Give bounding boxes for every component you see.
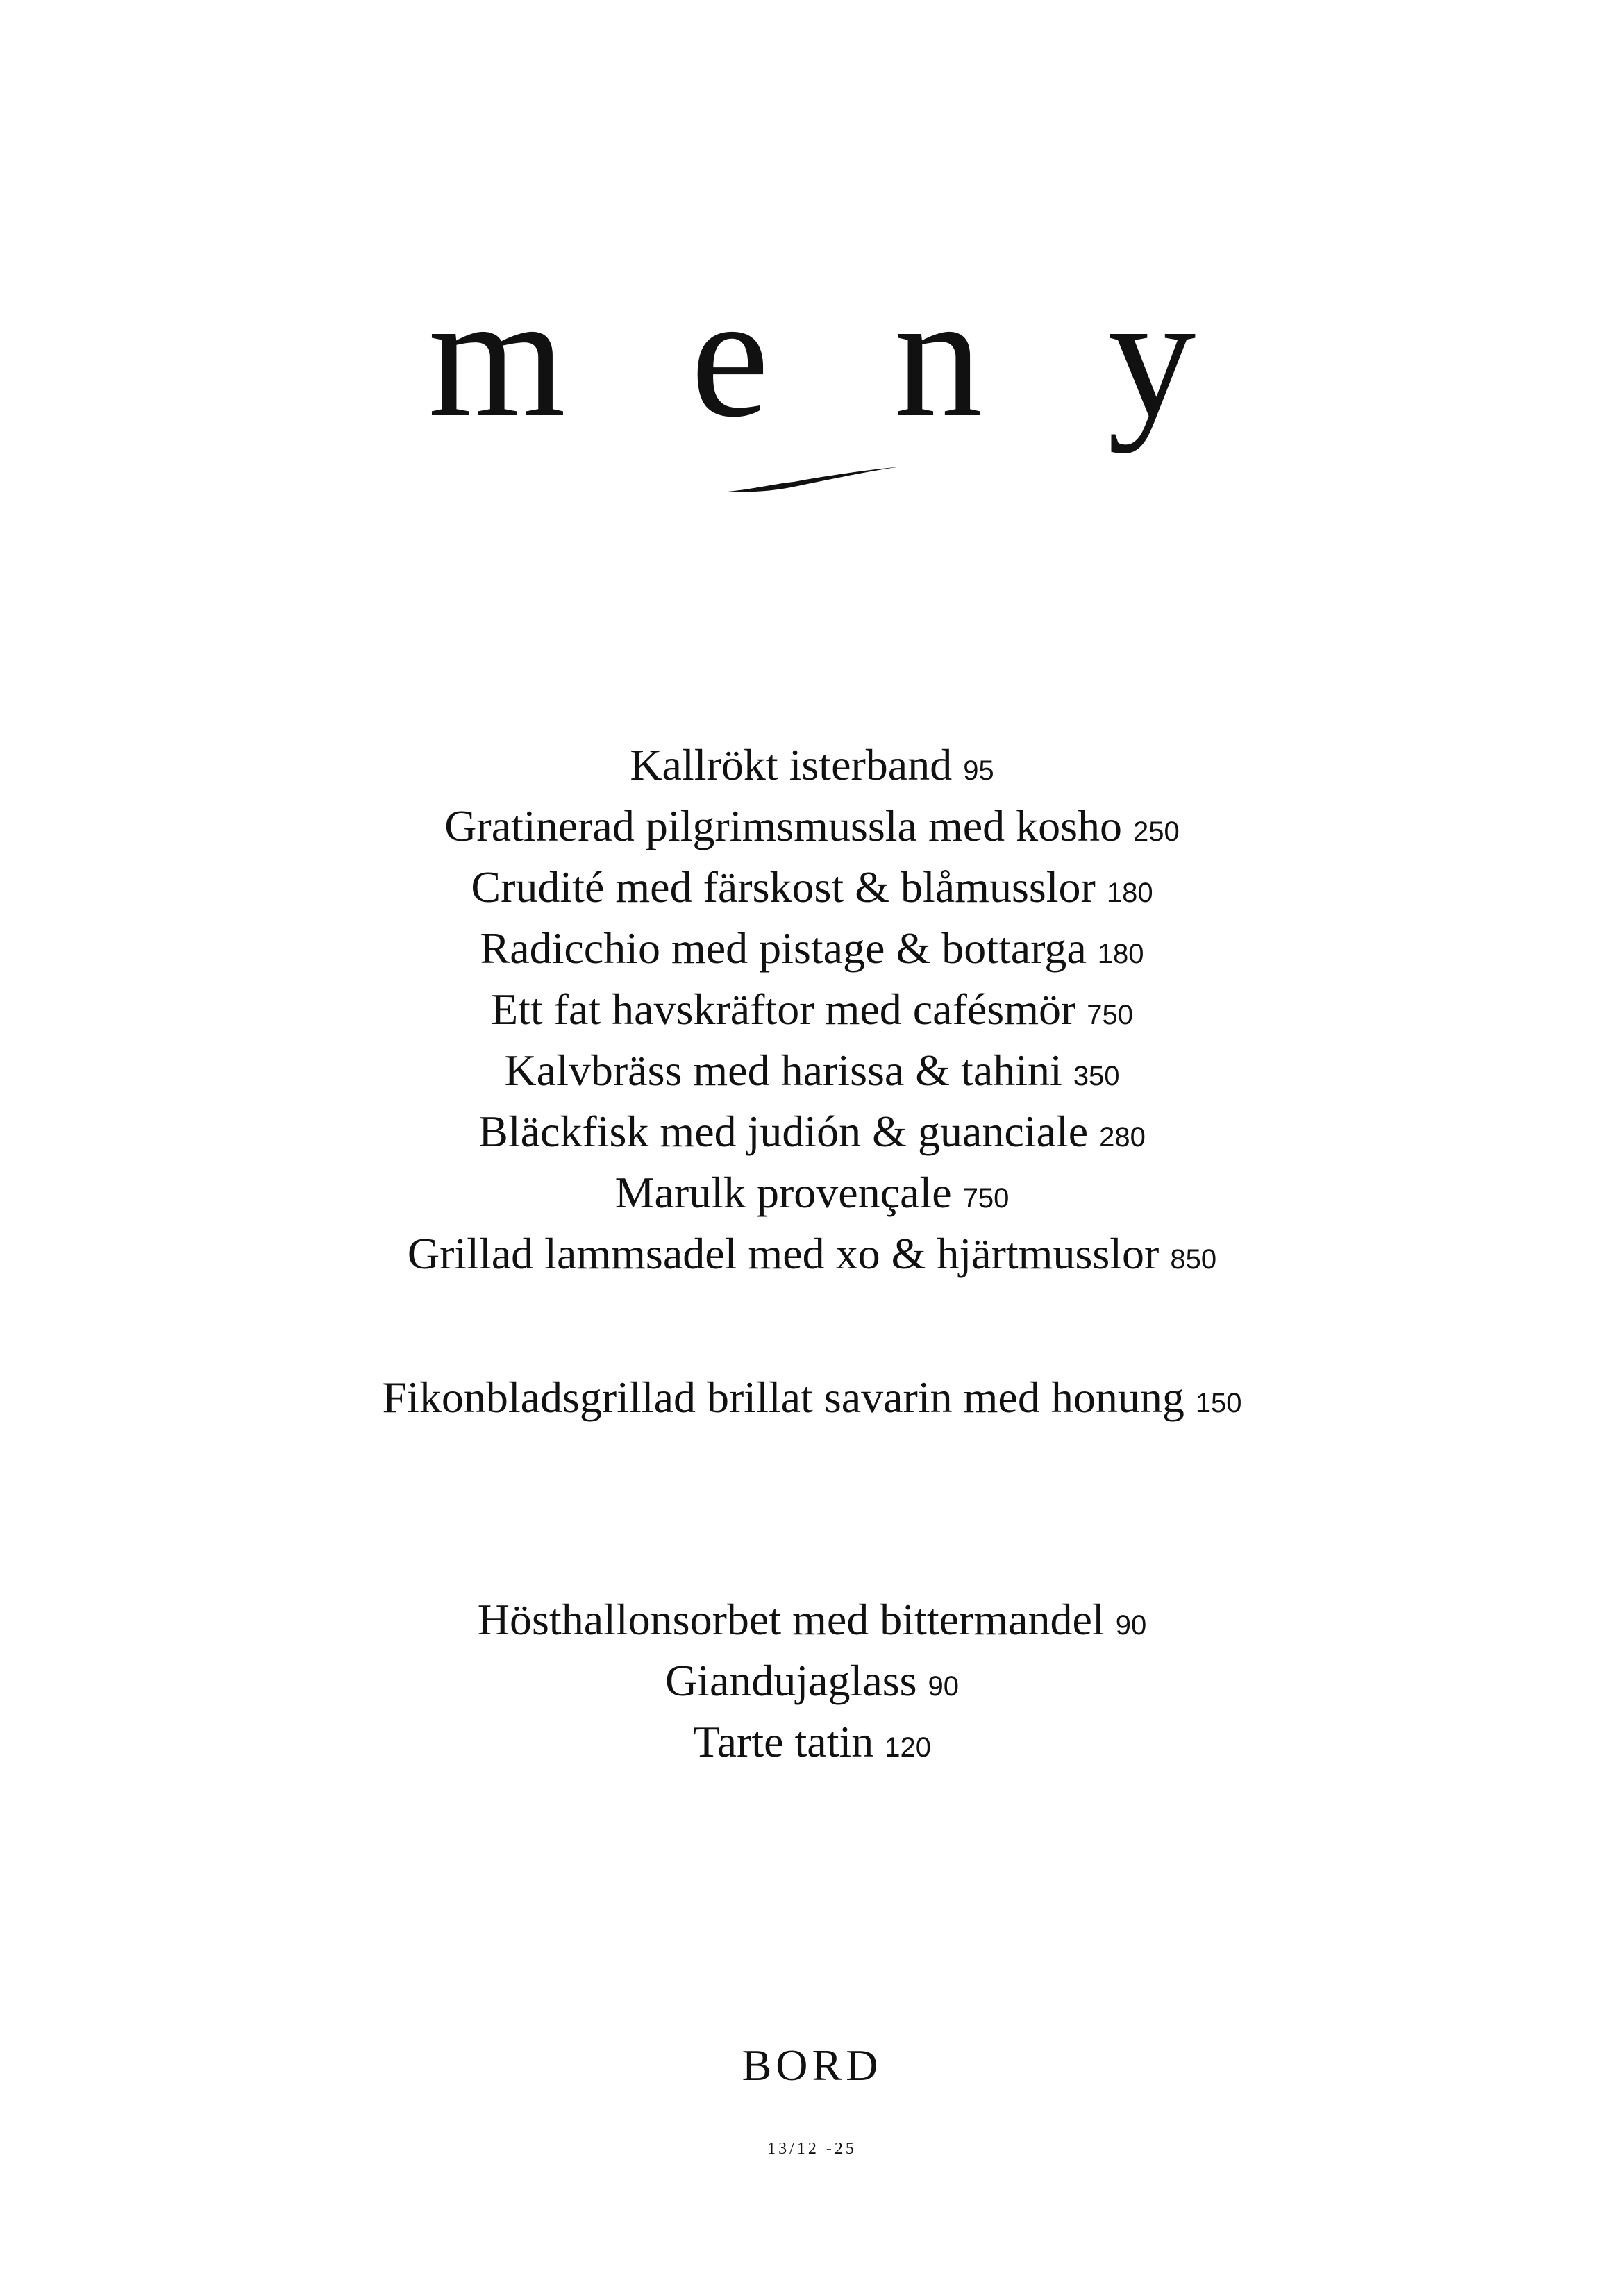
item-name: Tarte tatin bbox=[692, 1717, 874, 1766]
menu-item bbox=[0, 1592, 1624, 1653]
restaurant-name: BORD bbox=[742, 2041, 882, 2090]
menu-item bbox=[0, 1104, 1624, 1165]
item-price: 120 bbox=[885, 1732, 932, 1763]
mains-section bbox=[0, 737, 1624, 1287]
item-price: 280 bbox=[1099, 1122, 1146, 1153]
item-price: 750 bbox=[1087, 1000, 1134, 1030]
item-price: 350 bbox=[1073, 1061, 1120, 1091]
item-price: 95 bbox=[963, 755, 994, 786]
item-price: 180 bbox=[1097, 939, 1144, 969]
item-name: Radicchio med pistage & bottarga bbox=[480, 923, 1087, 973]
item-price: 150 bbox=[1195, 1388, 1242, 1418]
menu-item bbox=[0, 737, 1624, 798]
desserts-section bbox=[0, 1592, 1624, 1775]
item-price: 250 bbox=[1133, 816, 1180, 847]
item-name: Kallrökt isterband bbox=[630, 740, 953, 789]
menu-date: 13/12 -25 bbox=[767, 2140, 857, 2158]
menu-item bbox=[0, 1226, 1624, 1287]
item-name: Ett fat havskräftor med cafésmör bbox=[490, 984, 1076, 1034]
menu-item bbox=[0, 1370, 1624, 1431]
item-name: Giandujaglass bbox=[664, 1656, 917, 1705]
cheese-section bbox=[0, 1370, 1624, 1431]
menu-item bbox=[0, 798, 1624, 860]
menu-item bbox=[0, 1043, 1624, 1104]
item-price: 90 bbox=[928, 1671, 960, 1702]
item-name: Bläckfisk med judión & guanciale bbox=[478, 1107, 1089, 1156]
item-name: Kalvbräss med harissa & tahini bbox=[504, 1046, 1062, 1095]
item-name: Gratinerad pilgrimsmussla med kosho bbox=[444, 801, 1123, 850]
item-price: 850 bbox=[1170, 1244, 1217, 1275]
item-name: Fikonbladsgrillad brillat savarin med honung bbox=[382, 1373, 1184, 1422]
item-name: Marulk provençale bbox=[614, 1168, 952, 1217]
brush-stroke-divider bbox=[728, 464, 901, 498]
item-price: 750 bbox=[962, 1183, 1010, 1214]
item-name: Grillad lammsadel med xo & hjärtmusslor bbox=[407, 1229, 1160, 1278]
menu-item bbox=[0, 921, 1624, 982]
menu-item bbox=[0, 1653, 1624, 1714]
item-price: 180 bbox=[1106, 878, 1153, 908]
menu-item bbox=[0, 1714, 1624, 1775]
item-name: Hösthallonsorbet med bittermandel bbox=[477, 1595, 1105, 1644]
item-name: Crudité med färskost & blåmusslor bbox=[471, 862, 1096, 912]
item-price: 90 bbox=[1115, 1610, 1147, 1641]
menu-item bbox=[0, 860, 1624, 921]
menu-item bbox=[0, 1165, 1624, 1226]
page-title: m e n y bbox=[428, 258, 1237, 454]
menu-item bbox=[0, 982, 1624, 1043]
